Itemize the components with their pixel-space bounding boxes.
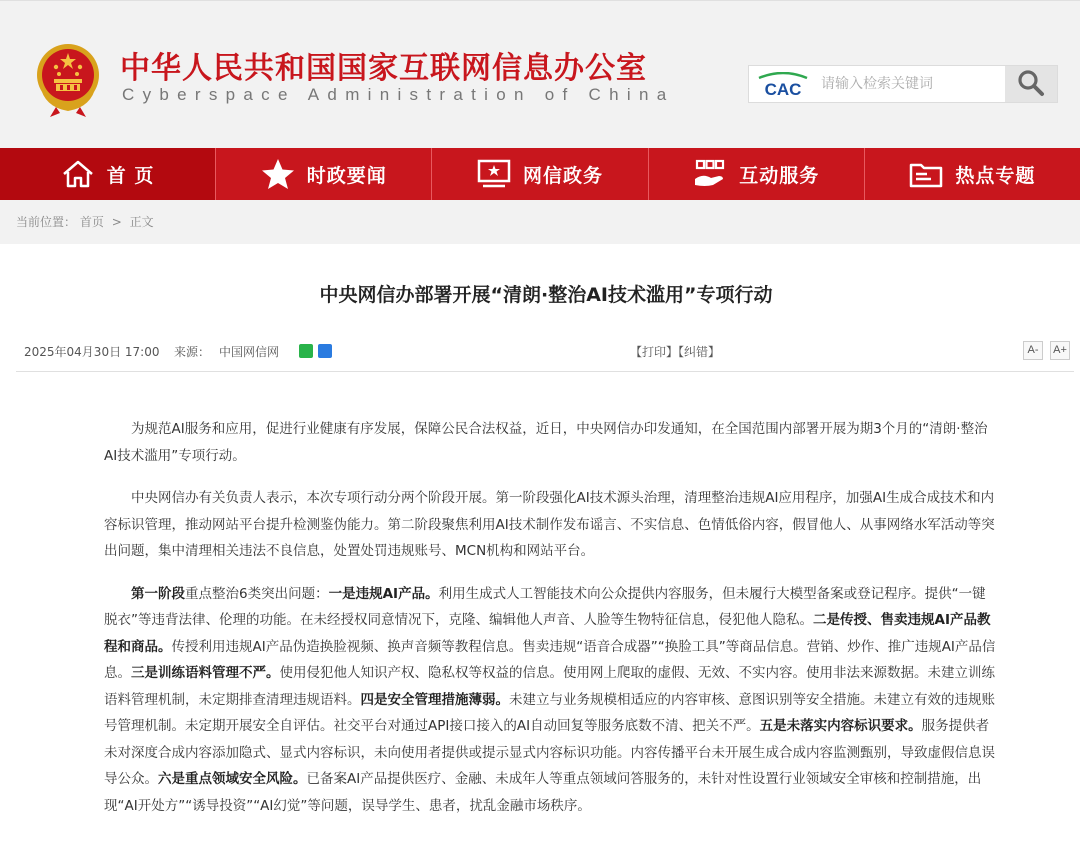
paragraph-text: 重点整治6类突出问题： <box>185 585 329 602</box>
search-button[interactable] <box>1005 66 1057 102</box>
article-body <box>104 416 996 835</box>
bold-phrase: 二是传授、售卖违规AI产品教程和商品。 <box>104 612 991 655</box>
svg-text:CAC: CAC <box>764 80 802 98</box>
bold-phrase: 第一阶段 <box>131 585 185 602</box>
wechat-share-icon[interactable] <box>299 344 313 358</box>
bold-phrase: 三是训练语料管理不严。 <box>131 665 280 681</box>
nav-item-label: 热点专题 <box>955 164 1036 187</box>
nav-item-label: 时政要闻 <box>306 164 387 187</box>
meta-divider <box>16 371 1074 372</box>
paragraph-text: 已备案AI产品提供医疗、金融、未成年人等重点领域问答服务的，未针对性设置行业领域安全审核和控制措施，出现“AI开处方”“诱导投资”“AI幻觉”等问题，误导学生、患者，扰乱金融市场秩序。 <box>104 771 982 814</box>
publish-date: 2025年04月30日 17:00 <box>24 345 160 359</box>
paragraph-text: 利用生成式人工智能技术向公众提供内容服务，但未履行大模型备案或登记程序。提供“一键脱衣”等违背法律、伦理的功能。在未经授权同意情况下，克隆、编辑他人声音、人脸等生物特征信息，侵犯他人隐私。 <box>104 585 986 628</box>
paragraph-text: 未建立与业务规模相适应的内容审核、意图识别等安全措施。未建立有效的违规账号管理机制。未定期开展安全自评估。社交平台对通过API接口接入的AI自动回复等服务底数不清、把关不严。 <box>104 691 995 734</box>
site-subtitle: Cyberspace Administration of China <box>122 85 675 104</box>
source-name: 中国网信网 <box>219 345 280 359</box>
nav-item-news[interactable] <box>216 148 432 200</box>
search-icon <box>1016 68 1046 98</box>
nav-item-topics[interactable] <box>865 148 1080 200</box>
monitor-icon <box>477 159 511 189</box>
site-header <box>0 0 1080 148</box>
national-emblem-icon[interactable] <box>34 41 102 117</box>
print-link[interactable]: 【打印】 <box>630 345 679 359</box>
article-title: 中央网信办部署开展“清朗·整治AI技术滥用”专项行动 <box>319 284 773 306</box>
article-meta <box>24 343 1074 363</box>
star-icon <box>261 158 295 190</box>
breadcrumb-home-link[interactable]: 首页 <box>79 215 104 229</box>
breadcrumb <box>0 200 1080 244</box>
bold-phrase: 六是重点领域安全风险。 <box>158 771 307 787</box>
paragraph-text: 服务提供者未对深度合成内容添加隐式、显式内容标识，未向使用者提供或提示显式内容标识功能。内容传播平台未开展生成合成内容监测甄别，导致虚假信息误导公众。 <box>104 718 995 787</box>
font-increase-button[interactable]: A+ <box>1050 341 1070 360</box>
nav-item-affairs[interactable] <box>432 148 648 200</box>
bold-phrase: 四是安全管理措施薄弱。 <box>360 691 509 708</box>
main-nav <box>0 148 1080 200</box>
site-title[interactable]: 中华人民共和国国家互联网信息办公室 <box>120 51 647 86</box>
article-actions <box>630 343 720 360</box>
paragraph-text: 传授利用违规AI产品伪造换脸视频、换声音频等教程信息。售卖违规“语音合成器”“换脸工具”等商品信息。营销、炒作、推广违规AI产品信息。 <box>104 638 996 681</box>
qzone-share-icon[interactable] <box>318 344 332 358</box>
nav-item-home[interactable] <box>0 148 216 200</box>
hand-service-icon <box>693 159 727 189</box>
nav-item-label: 首 页 <box>106 164 155 187</box>
breadcrumb-separator: > <box>111 215 122 229</box>
folder-icon <box>909 159 943 189</box>
breadcrumb-label: 当前位置： <box>16 215 77 229</box>
article-paragraph: 为规范AI服务和应用，促进行业健康有序发展，保障公民合法权益，近日，中央网信办印发通知，在全国范围内部署开展为期3个月的“清朗·整治AI技术滥用”专项行动。 <box>104 421 988 464</box>
breadcrumb-current: 正文 <box>129 215 154 229</box>
nav-item-label: 网信政务 <box>523 164 604 187</box>
cac-logo <box>755 72 811 98</box>
paragraph-text: 使用侵犯他人知识产权、隐私权等权益的信息。使用网上爬取的虚假、无效、不实内容。使用非法来源数据。未建立训练语料管理机制，未定期排查清理违规语料。 <box>104 665 995 708</box>
bold-phrase: 五是未落实内容标识要求。 <box>759 718 922 734</box>
article-paragraph <box>104 581 996 820</box>
nav-item-service[interactable] <box>649 148 865 200</box>
home-icon <box>61 159 95 189</box>
correction-link[interactable]: 【纠错】 <box>678 345 721 359</box>
nav-item-label: 互动服务 <box>739 164 820 187</box>
search-box <box>748 65 1058 103</box>
bold-phrase: 一是违规AI产品。 <box>328 585 439 602</box>
font-decrease-button[interactable]: A- <box>1023 341 1043 360</box>
source-label: 来源： <box>174 345 211 359</box>
search-input[interactable] <box>813 66 1005 102</box>
article-paragraph: 中央网信办有关负责人表示，本次专项行动分两个阶段开展。第一阶段强化AI技术源头治理，清理整治违规AI应用程序，加强AI生成合成技术和内容标识管理，推动网站平台提升检测鉴伪能力。第二阶段聚焦利用AI技术制作发布谣言、不实信息、色情低俗内容，假冒他人、从事网络水军活动等突出问题，集中清理相关违法不良信息，处置处罚违规账号、MCN机构和网站平台。 <box>104 490 995 559</box>
